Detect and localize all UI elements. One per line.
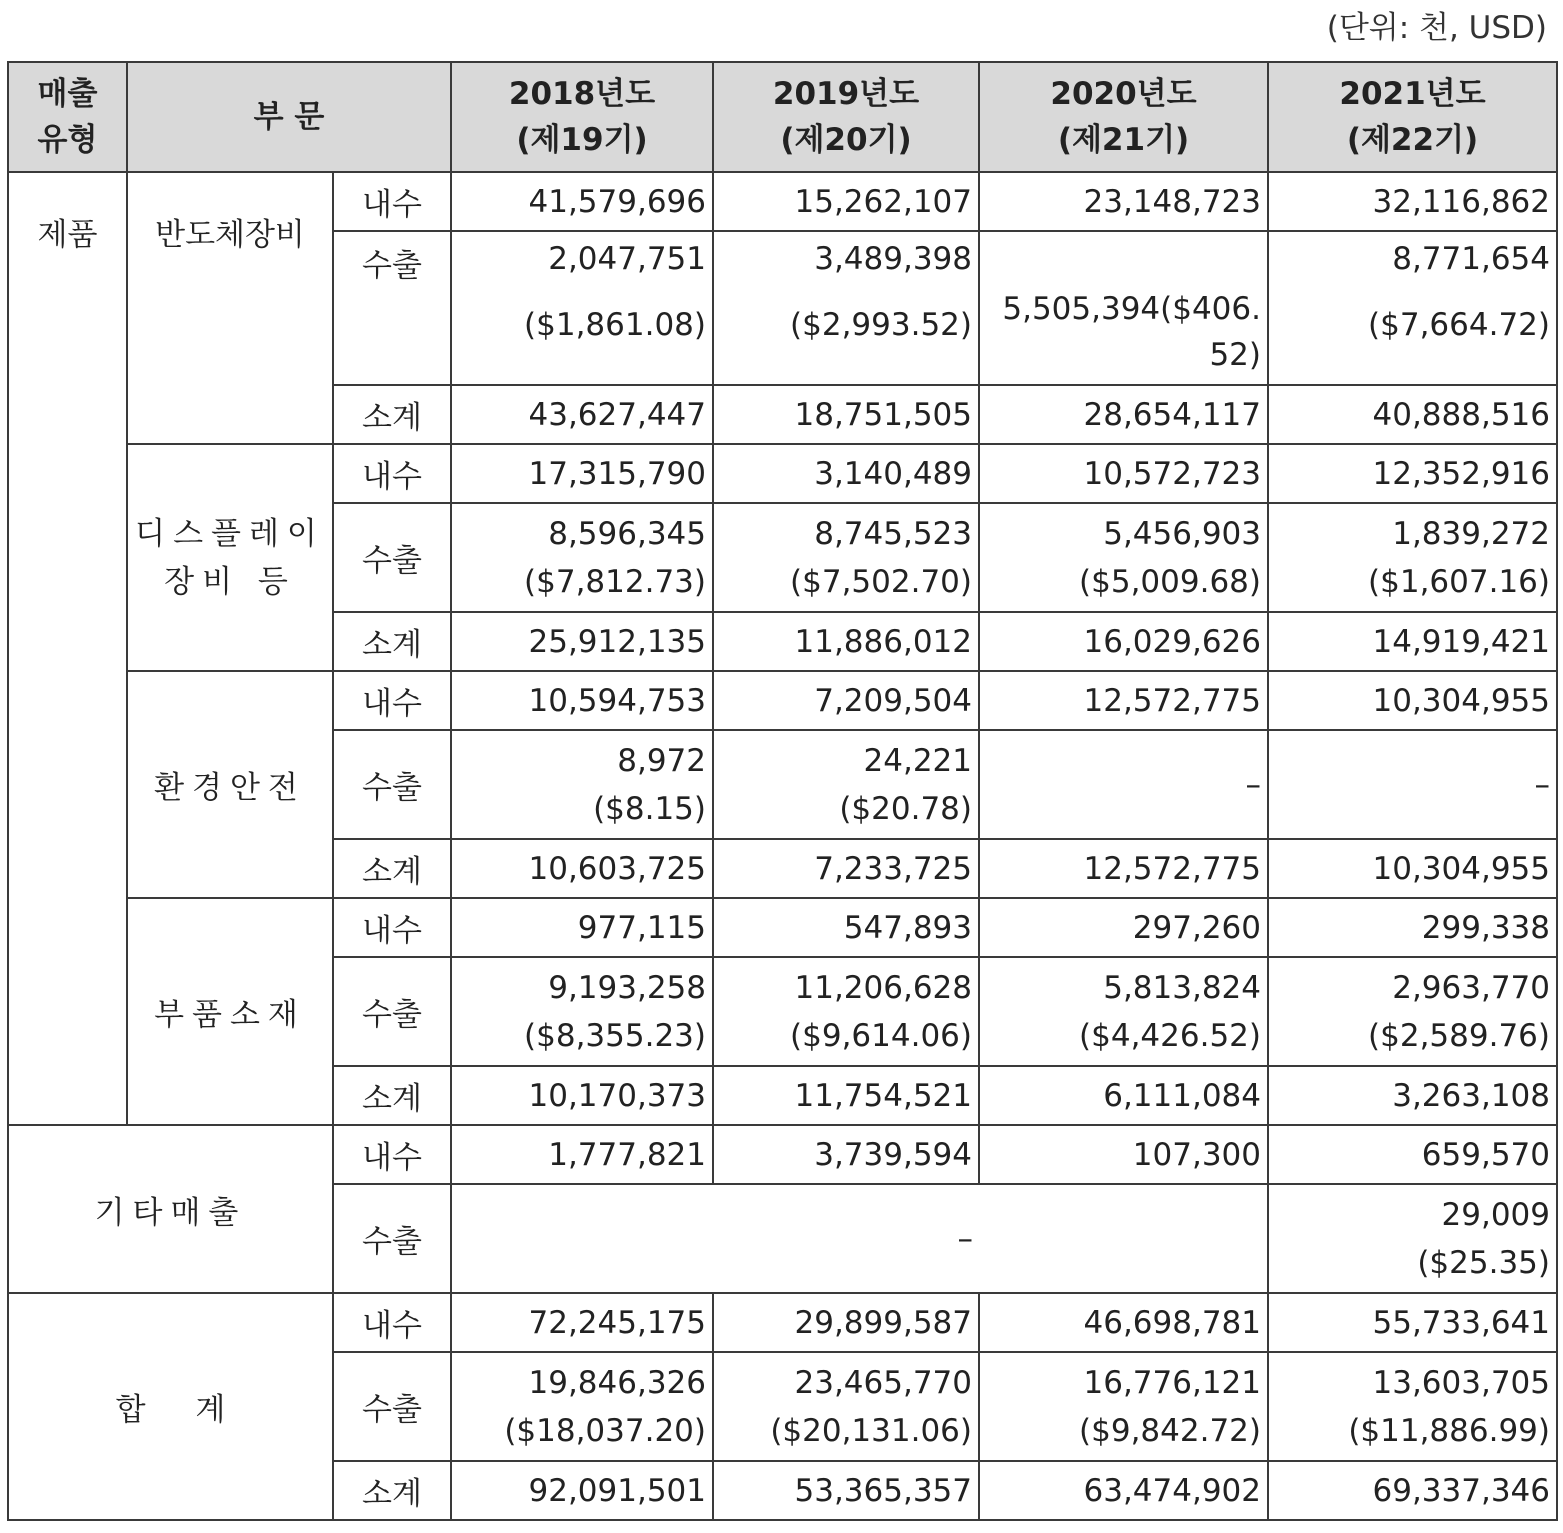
table-cell: 12,352,916 [1268,444,1557,503]
table-cell [979,1184,1268,1293]
table-cell: 23,465,770 ($20,131.06) [713,1352,979,1461]
table-cell: 3,263,108 [1268,1066,1557,1125]
table-cell: 12,572,775 [979,671,1268,730]
table-cell: 10,594,753 [451,671,713,730]
table-cell: 43,627,447 [451,385,713,444]
table-cell: 9,193,258 ($8,355.23) [451,957,713,1066]
product-label: 제품 [8,172,127,1125]
table-cell: – [979,730,1268,839]
kind-domestic: 내수 [333,172,451,231]
table-cell: 16,029,626 [979,612,1268,671]
table-cell: 3,739,594 [713,1125,979,1184]
header-sales-type: 매출 유형 [8,62,127,172]
segment-semiconductor: 반도체장비 [127,172,333,444]
table-cell: 24,221 ($20.78) [713,730,979,839]
table-cell: 40,888,516 [1268,385,1557,444]
table-cell: 16,776,121 ($9,842.72) [979,1352,1268,1461]
table-cell: 5,505,394($406. 52) [979,231,1268,385]
table-cell: 23,148,723 [979,172,1268,231]
table-cell: 53,365,357 [713,1461,979,1520]
table-cell: 3,489,398 ($2,993.52) [713,231,979,385]
table-cell: 5,456,903 ($5,009.68) [979,503,1268,612]
table-cell: 69,337,346 [1268,1461,1557,1520]
header-segment: 부 문 [127,62,451,172]
table-cell: 10,170,373 [451,1066,713,1125]
segment-total: 합 계 [8,1293,333,1520]
table-cell: 659,570 [1268,1125,1557,1184]
table-cell: 11,206,628 ($9,614.06) [713,957,979,1066]
table-cell: 8,745,523 ($7,502.70) [713,503,979,612]
kind-export: 수출 [333,1184,451,1293]
header-year-2018: 2018년도 (제19기) [451,62,713,172]
table-cell: 12,572,775 [979,839,1268,898]
table-cell: 3,140,489 [713,444,979,503]
segment-other-sales: 기타매출 [8,1125,333,1293]
table-cell: 10,572,723 [979,444,1268,503]
kind-export: 수출 [333,231,451,385]
table-cell [451,1184,713,1293]
table-cell: 46,698,781 [979,1293,1268,1352]
table-row [8,671,1557,730]
kind-subtotal: 소계 [333,612,451,671]
table-cell: 11,754,521 [713,1066,979,1125]
table-cell: 92,091,501 [451,1461,713,1520]
kind-subtotal: 소계 [333,385,451,444]
table-cell: 7,233,725 [713,839,979,898]
kind-subtotal: 소계 [333,1066,451,1125]
table-cell: 1,839,272 ($1,607.16) [1268,503,1557,612]
table-cell: 299,338 [1268,898,1557,957]
table-row [8,1293,1557,1352]
kind-subtotal: 소계 [333,839,451,898]
table-cell: 8,972 ($8.15) [451,730,713,839]
table-row [8,1125,1557,1184]
table-cell: 72,245,175 [451,1293,713,1352]
table-cell: 41,579,696 [451,172,713,231]
table-cell: 8,771,654 ($7,664.72) [1268,231,1557,385]
table-cell: 2,963,770 ($2,589.76) [1268,957,1557,1066]
header-year-2020: 2020년도 (제21기) [979,62,1268,172]
table-cell: – [713,1184,979,1293]
table-cell: 29,899,587 [713,1293,979,1352]
header-row [8,62,1557,172]
table-row [8,172,1557,231]
table-row [8,444,1557,503]
sales-table [7,61,1558,1521]
kind-export: 수출 [333,730,451,839]
segment-display: 디스플레이 장비 등 [127,444,333,671]
header-year-2021: 2021년도 (제22기) [1268,62,1557,172]
kind-export: 수출 [333,1352,451,1461]
table-cell: 5,813,824 ($4,426.52) [979,957,1268,1066]
table-cell: 28,654,117 [979,385,1268,444]
table-cell: 977,115 [451,898,713,957]
table-cell: 10,304,955 [1268,671,1557,730]
kind-domestic: 내수 [333,1293,451,1352]
kind-export: 수출 [333,503,451,612]
table-cell: 7,209,504 [713,671,979,730]
table-cell: 8,596,345 ($7,812.73) [451,503,713,612]
table-cell: 297,260 [979,898,1268,957]
table-cell: 11,886,012 [713,612,979,671]
unit-label: (단위: 천, USD) [1326,10,1547,46]
table-cell: 2,047,751 ($1,861.08) [451,231,713,385]
kind-domestic: 내수 [333,444,451,503]
table-cell: – [1268,730,1557,839]
table-row [8,898,1557,957]
table-cell: 14,919,421 [1268,612,1557,671]
table-cell: 107,300 [979,1125,1268,1184]
kind-domestic: 내수 [333,671,451,730]
segment-parts-materials: 부품소재 [127,898,333,1125]
segment-environment-safety: 환경안전 [127,671,333,898]
table-cell: 55,733,641 [1268,1293,1557,1352]
kind-domestic: 내수 [333,1125,451,1184]
header-year-2019: 2019년도 (제20기) [713,62,979,172]
table-cell: 13,603,705 ($11,886.99) [1268,1352,1557,1461]
table-cell: 18,751,505 [713,385,979,444]
table-cell: 25,912,135 [451,612,713,671]
table-cell: 1,777,821 [451,1125,713,1184]
table-cell: 29,009 ($25.35) [1268,1184,1557,1293]
table-cell: 63,474,902 [979,1461,1268,1520]
table-cell: 15,262,107 [713,172,979,231]
table-cell: 547,893 [713,898,979,957]
table-cell: 19,846,326 ($18,037.20) [451,1352,713,1461]
table-cell: 32,116,862 [1268,172,1557,231]
table-cell: 10,603,725 [451,839,713,898]
table-cell: 17,315,790 [451,444,713,503]
kind-subtotal: 소계 [333,1461,451,1520]
table-cell: 10,304,955 [1268,839,1557,898]
kind-export: 수출 [333,957,451,1066]
table-cell: 6,111,084 [979,1066,1268,1125]
kind-domestic: 내수 [333,898,451,957]
